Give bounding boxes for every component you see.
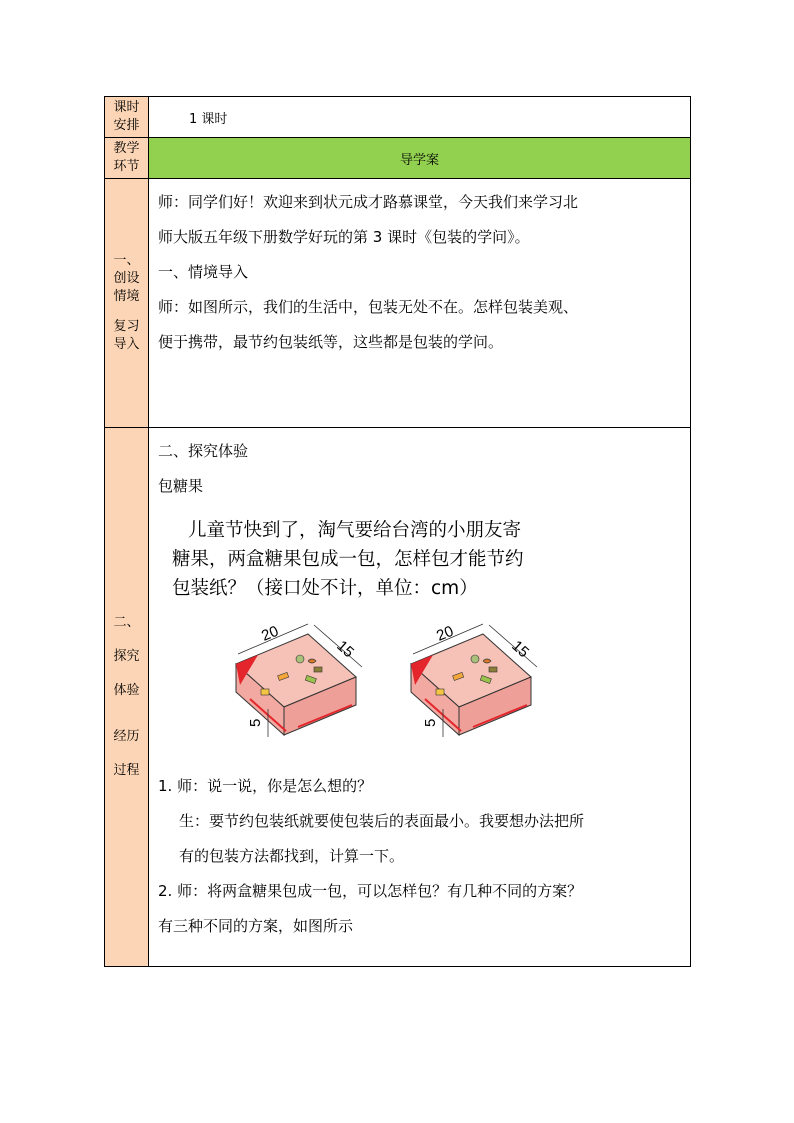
label-line: 情境 [113, 289, 140, 304]
row-class-hours [105, 97, 691, 138]
label-teaching-phase [105, 138, 149, 179]
label-line: 课时 [113, 100, 140, 115]
label-line: 过程 [113, 763, 140, 778]
answer-line: 生：要节约包装纸就要使包装后的表面最小。我要想办法把所 [179, 812, 585, 830]
answer-line: 有三种不同的方案，如图所示 [158, 917, 354, 935]
length-label: 20 [434, 622, 456, 645]
problem-line: 糖果，两盒糖果包成一包，怎样包才能节约 [172, 549, 524, 570]
row-teaching-phase [105, 138, 691, 179]
candy-box-illustration [403, 619, 538, 754]
question: 2. 师：将两盒糖果包成一包，可以怎样包？有几种不同的方案？ [158, 882, 583, 900]
phase-header: 导学案 [149, 138, 691, 179]
paragraph: 便于携带，最节约包装纸等，这些都是包装的学问。 [158, 333, 504, 351]
paragraph: 师：如图所示，我们的生活中，包装无处不在。怎样包装美观、 [158, 298, 579, 316]
class-hours-value: 1 课时 [149, 97, 691, 138]
paragraph: 一、情境导入 [158, 263, 249, 281]
length-label: 20 [259, 622, 281, 645]
problem-line: 包装纸？（接口处不计，单位：cm） [172, 578, 478, 599]
exploration-content [149, 428, 691, 967]
height-label: 5 [247, 718, 264, 727]
question: 1. 师：说一说，你是怎么想的？ [158, 777, 373, 795]
label-line: 环节 [113, 159, 140, 174]
label-line: 经历 [113, 729, 140, 744]
label-class-hours [105, 97, 149, 138]
label-line: 二、 [113, 615, 140, 630]
introduction-content [149, 179, 691, 428]
label-line: 教学 [113, 141, 140, 156]
width-label: 15 [333, 637, 358, 662]
label-line: 安排 [113, 118, 140, 133]
problem-line: 儿童节快到了，淘气要给台湾的小朋友寄 [188, 520, 522, 541]
label-introduction [105, 179, 149, 428]
width-label: 15 [508, 637, 533, 662]
section-heading: 二、探究体验 [158, 442, 249, 460]
candy-box-figures [158, 619, 684, 769]
row-introduction [105, 179, 691, 428]
word-problem [158, 516, 684, 603]
paragraph: 师大版五年级下册数学好玩的第 3 课时《包装的学问》。 [158, 228, 530, 246]
label-line: 探究 [113, 649, 140, 664]
row-exploration [105, 428, 691, 967]
candy-box-illustration [228, 619, 363, 754]
sub-heading: 包糖果 [158, 477, 204, 495]
paragraph: 师：同学们好！欢迎来到状元成才路慕课堂，今天我们来学习北 [158, 193, 579, 211]
label-line: 复习 [113, 319, 140, 334]
label-line: 一、 [113, 253, 140, 268]
label-line: 导入 [113, 337, 140, 352]
height-label: 5 [422, 718, 439, 727]
label-exploration [105, 428, 149, 967]
answer-line: 有的包装方法都找到，计算一下。 [179, 847, 405, 865]
label-line: 创设 [113, 271, 140, 286]
label-line: 体验 [113, 683, 140, 698]
lesson-plan-table [104, 96, 691, 967]
